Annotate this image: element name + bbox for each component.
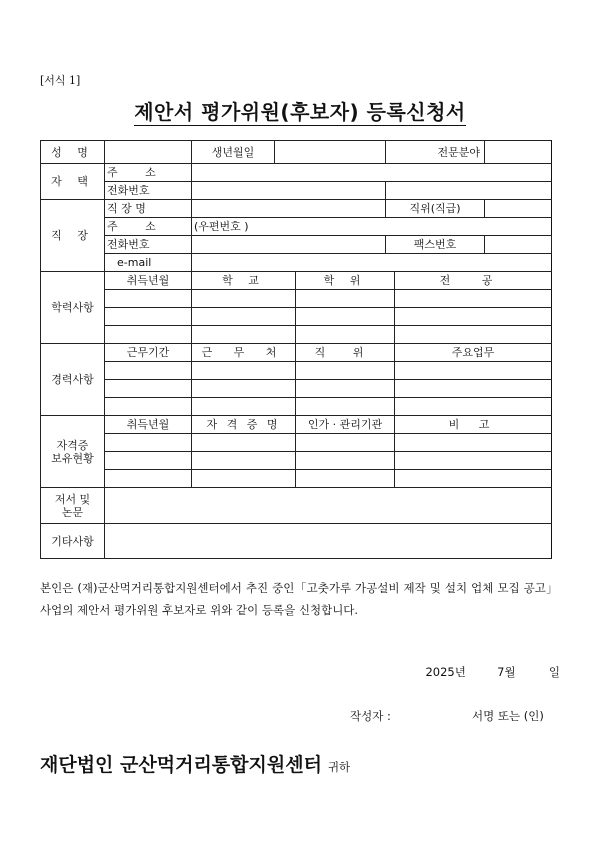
cell[interactable]	[395, 470, 552, 488]
cell[interactable]	[395, 326, 552, 344]
row-education-header	[41, 272, 552, 290]
name-value[interactable]	[105, 141, 192, 164]
home-address-value[interactable]	[192, 164, 552, 182]
career-label: 경력사항	[41, 344, 105, 416]
home-phone-label: 전화번호	[105, 182, 192, 200]
education-header-school: 학 교	[192, 272, 296, 290]
email-label: e-mail	[105, 254, 192, 272]
cell[interactable]	[296, 398, 395, 416]
cell[interactable]	[296, 452, 395, 470]
table-row	[41, 326, 552, 344]
application-date	[425, 664, 560, 680]
others-value[interactable]	[105, 524, 552, 559]
cell[interactable]	[192, 452, 296, 470]
addressee-org: 재단법인 군산먹거리통합지원센터	[40, 754, 322, 776]
license-header-authority: 인가 · 관리기관	[296, 416, 395, 434]
cell[interactable]	[395, 362, 552, 380]
cell[interactable]	[105, 452, 192, 470]
table-row	[41, 380, 552, 398]
cell[interactable]	[192, 326, 296, 344]
cell[interactable]	[395, 308, 552, 326]
row-home-phone	[41, 182, 552, 200]
license-header-name: 자 격 증 명	[192, 416, 296, 434]
home-address-label: 주 소	[105, 164, 192, 182]
cell[interactable]	[105, 362, 192, 380]
publications-label-line1: 저서 및	[54, 492, 91, 506]
cell[interactable]	[105, 470, 192, 488]
cell[interactable]	[105, 434, 192, 452]
cell[interactable]	[296, 470, 395, 488]
cell[interactable]	[192, 362, 296, 380]
table-row	[41, 452, 552, 470]
row-work-name	[41, 200, 552, 218]
row-work-address	[41, 218, 552, 236]
cell[interactable]	[192, 308, 296, 326]
cell[interactable]	[296, 290, 395, 308]
cell[interactable]	[192, 434, 296, 452]
email-value[interactable]	[192, 254, 552, 272]
position-label: 직위(직급)	[386, 200, 485, 218]
row-career-header	[41, 344, 552, 362]
work-phone-label: 전화번호	[105, 236, 192, 254]
license-label-line2: 보유현황	[51, 451, 94, 465]
home-label: 자 택	[41, 164, 105, 200]
form-number: [서식 1]	[40, 74, 81, 87]
cell[interactable]	[105, 398, 192, 416]
field-label: 전문분야	[386, 141, 485, 164]
signature-label[interactable]: 서명 또는 (인)	[472, 709, 544, 723]
table-row	[41, 434, 552, 452]
page-title	[0, 96, 600, 125]
work-postal[interactable]: (우편번호 )	[192, 218, 552, 236]
table-row	[41, 470, 552, 488]
work-address-label: 주 소	[105, 218, 192, 236]
cell[interactable]	[192, 380, 296, 398]
license-label	[41, 416, 105, 488]
fax-label: 팩스번호	[386, 236, 485, 254]
name-label: 성 명	[41, 141, 105, 164]
publications-label	[41, 488, 105, 524]
table-row	[41, 308, 552, 326]
date-year: 2025년	[425, 665, 466, 679]
application-statement: 본인은 (재)군산먹거리통합지원센터에서 추진 중인「고춧가루 가공설비 제작 및 설치 업체 모집 공고」사업의 제안서 평가위원 후보자로 위와 같이 등록을 신청합니다.	[40, 581, 552, 617]
row-others	[41, 524, 552, 559]
cell[interactable]	[192, 290, 296, 308]
addressee-honorific: 귀하	[327, 760, 351, 774]
license-label-line1: 자격증	[56, 438, 89, 452]
license-header-date: 취득년월	[105, 416, 192, 434]
work-name-value[interactable]	[192, 200, 386, 218]
position-value[interactable]	[485, 200, 552, 218]
publications-value[interactable]	[105, 488, 552, 524]
table-row	[41, 398, 552, 416]
cell[interactable]	[105, 380, 192, 398]
page-title-text: 제안서 평가위원(후보자) 등록신청서	[134, 100, 466, 124]
addressee	[40, 750, 350, 777]
cell[interactable]	[105, 308, 192, 326]
cell[interactable]	[296, 326, 395, 344]
birth-label: 생년월일	[192, 141, 275, 164]
cell[interactable]	[395, 398, 552, 416]
row-home-address	[41, 164, 552, 182]
cell[interactable]	[395, 290, 552, 308]
cell[interactable]	[395, 434, 552, 452]
row-work-email	[41, 254, 552, 272]
date-month: 7월	[497, 665, 516, 679]
row-license-header	[41, 416, 552, 434]
education-header-degree: 학 위	[296, 272, 395, 290]
career-header-position: 직 위	[296, 344, 395, 362]
cell[interactable]	[296, 434, 395, 452]
career-header-workplace: 근 무 처	[192, 344, 296, 362]
license-header-note: 비 고	[395, 416, 552, 434]
row-publications	[41, 488, 552, 524]
cell[interactable]	[105, 290, 192, 308]
cell[interactable]	[395, 380, 552, 398]
cell[interactable]	[395, 452, 552, 470]
publications-label-line2: 논문	[61, 505, 84, 519]
work-label: 직 장	[41, 200, 105, 272]
table-row	[41, 362, 552, 380]
date-day: 일	[548, 665, 560, 679]
career-header-period: 근무기간	[105, 344, 192, 362]
cell[interactable]	[296, 380, 395, 398]
home-phone-extra[interactable]	[386, 182, 552, 200]
row-name	[41, 141, 552, 164]
others-label: 기타사항	[41, 524, 105, 559]
cell[interactable]	[192, 398, 296, 416]
cell[interactable]	[296, 362, 395, 380]
cell[interactable]	[192, 470, 296, 488]
fax-value[interactable]	[485, 236, 552, 254]
cell[interactable]	[105, 326, 192, 344]
birth-value[interactable]	[275, 141, 386, 164]
education-label: 학력사항	[41, 272, 105, 344]
work-name-label: 직 장 명	[105, 200, 192, 218]
education-header-major: 전 공	[395, 272, 552, 290]
home-phone-value[interactable]	[192, 182, 386, 200]
education-header-date: 취득년월	[105, 272, 192, 290]
author-label: 작성자 :	[350, 709, 391, 723]
field-value[interactable]	[485, 141, 552, 164]
career-header-duties: 주요업무	[395, 344, 552, 362]
row-work-phone	[41, 236, 552, 254]
registration-form-table	[40, 140, 552, 559]
table-row	[41, 290, 552, 308]
work-phone-value[interactable]	[192, 236, 386, 254]
cell[interactable]	[296, 308, 395, 326]
